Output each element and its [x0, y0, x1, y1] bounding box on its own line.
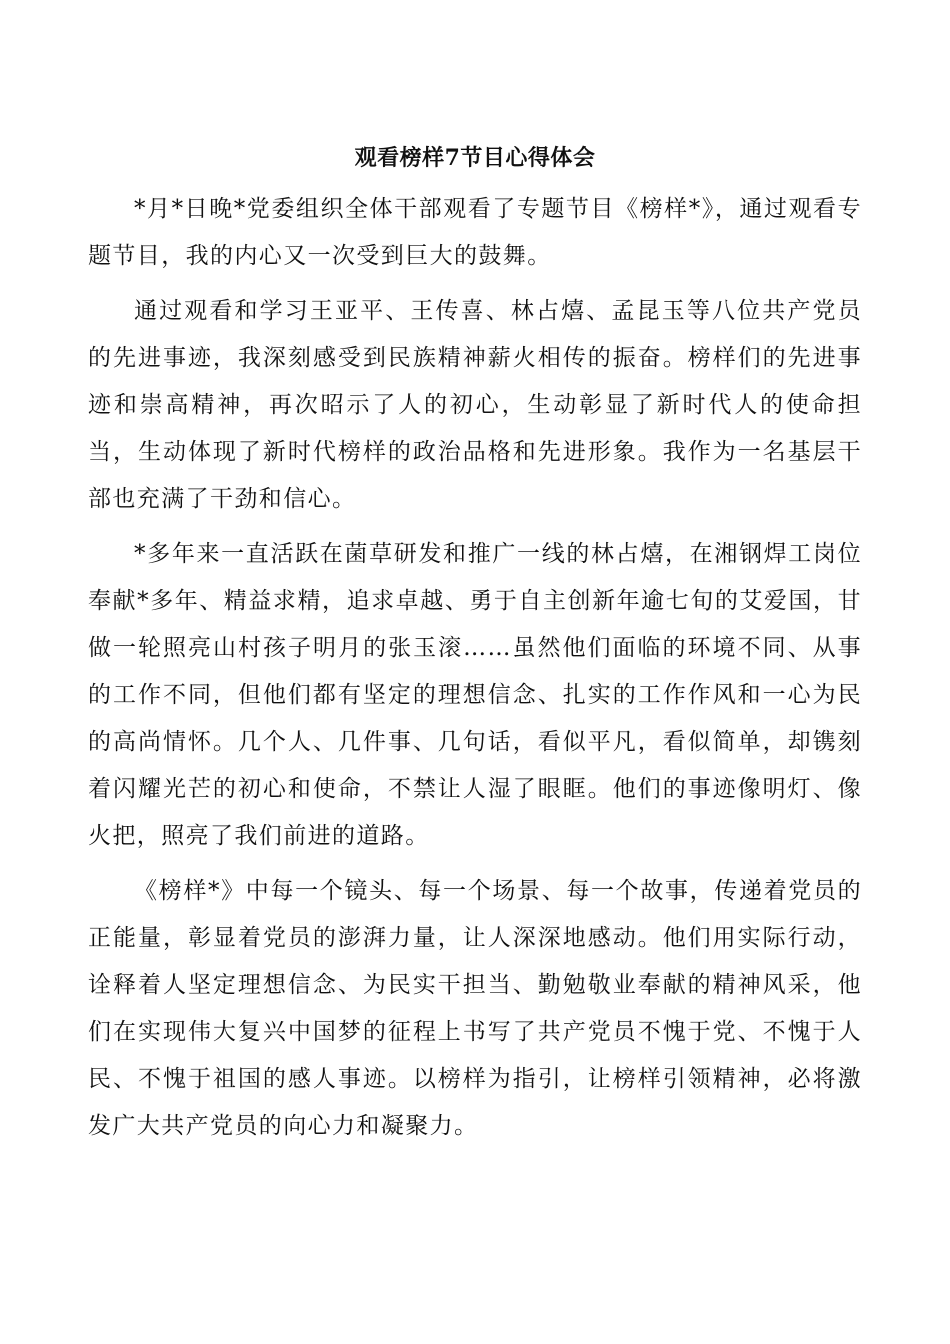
paragraph-1: *月*日晚*党委组织全体干部观看了专题节目《榜样*》，通过观看专题节目，我的内心又一次受到巨大的鼓舞。	[88, 196, 862, 269]
paragraph-2: 通过观看和学习王亚平、王传喜、林占熺、孟昆玉等八位共产党员的先进事迹，我深刻感受到民族精神薪火相传的振奋。榜样们的先进事迹和崇高精神，再次昭示了人的初心，生动彰显了新时代人的使命担当，生动体现了新时代榜样的政治品格和先进形象。我作为一名基层干部也充满了干劲和信心。	[88, 298, 862, 512]
paragraph-3: *多年来一直活跃在菌草研发和推广一线的林占熺，在湘钢焊工岗位奉献*多年、精益求精，追求卓越、勇于自主创新年逾七旬的艾爱国，甘做一轮照亮山村孩子明月的张玉滚……虽然他们面临的环境不同、从事的工作不同，但他们都有坚定的理想信念、扎实的工作作风和一心为民的高尚情怀。几个人、几件事、几句话，看似平凡，看似简单，却镌刻着闪耀光芒的初心和使命，不禁让人湿了眼眶。他们的事迹像明灯、像火把，照亮了我们前进的道路。	[88, 541, 862, 849]
paragraph-4: 《榜样*》中每一个镜头、每一个场景、每一个故事，传递着党员的正能量，彰显着党员的澎湃力量，让人深深地感动。他们用实际行动，诠释着人坚定理想信念、为民实干担当、勤勉敬业奉献的精神风采，他们在实现伟大复兴中国梦的征程上书写了共产党员不愧于党、不愧于人民、不愧于祖国的感人事迹。以榜样为指引，让榜样引领精神，必将激发广大共产党员的向心力和凝聚力。	[88, 878, 862, 1139]
document-title: 观看榜样7节目心得体会	[354, 145, 596, 171]
document-page	[88, 136, 862, 1150]
